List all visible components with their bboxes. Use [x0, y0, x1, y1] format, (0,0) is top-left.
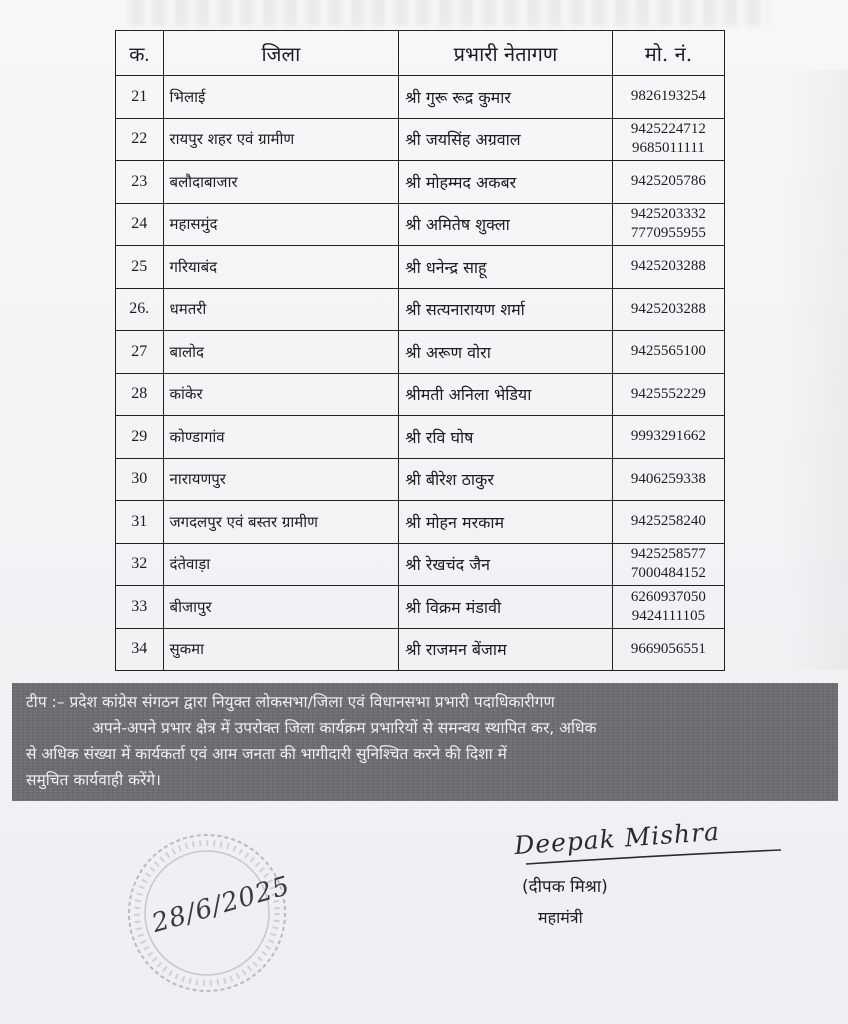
cell-serial-no: 26. [116, 288, 164, 331]
note-line: समुचित कार्यवाही करेंगे। [26, 771, 161, 789]
cell-district: बलौदाबाजार [163, 161, 399, 204]
mobile-number: 9425258240 [630, 513, 706, 530]
note-line: से अधिक संख्या में कार्यकर्ता एवं आम जनता की भागीदारी सुनिश्चित करने की दिशा में [26, 745, 507, 763]
table-row [116, 246, 725, 289]
cell-leader: श्री बीरेश ठाकुर [399, 458, 613, 501]
cell-mobile [612, 203, 724, 246]
table-row [116, 76, 725, 119]
cell-district: कांकेर [163, 373, 399, 416]
cell-mobile [612, 161, 724, 204]
mobile-number: 6260937050 [630, 588, 706, 605]
cell-leader: श्री धनेन्द्र साहू [399, 246, 613, 289]
mobile-number: 9425203288 [630, 258, 706, 275]
cell-leader: श्री गुरू रूद्र कुमार [399, 76, 613, 119]
mobile-number: 9424111105 [631, 607, 706, 624]
signatory-designation: महामंत्री [538, 908, 583, 927]
cell-mobile [612, 76, 724, 119]
cell-mobile [612, 628, 724, 671]
table-row [116, 161, 725, 204]
table-row [116, 203, 725, 246]
table-row [116, 288, 725, 331]
cell-serial-no: 31 [116, 501, 164, 544]
cell-district: धमतरी [163, 288, 399, 331]
cell-serial-no: 34 [116, 628, 164, 671]
in-charge-table [115, 30, 725, 671]
cell-district: रायपुर शहर एवं ग्रामीण [163, 118, 399, 161]
mobile-number: 9685011111 [632, 140, 705, 157]
cell-mobile [612, 373, 724, 416]
table-row [116, 543, 725, 586]
cell-district: सुकमा [163, 628, 399, 671]
cell-mobile [612, 331, 724, 374]
mobile-number: 9425203288 [630, 300, 706, 317]
cell-leader: श्री रवि घोष [399, 416, 613, 459]
header-leaders: प्रभारी नेतागण [399, 31, 613, 76]
cell-district: गरियाबंद [163, 246, 399, 289]
table-header-row [116, 31, 725, 76]
table-body [116, 76, 725, 671]
cell-leader: श्री सत्यनारायण शर्मा [399, 288, 613, 331]
cell-leader: श्री अरूण वोरा [399, 331, 613, 374]
cell-serial-no: 22 [116, 118, 164, 161]
cell-leader: श्री मोहम्मद अकबर [399, 161, 613, 204]
cell-district: नारायणपुर [163, 458, 399, 501]
mobile-number: 9993291662 [630, 428, 706, 445]
cell-serial-no: 23 [116, 161, 164, 204]
mobile-number: 9669056551 [630, 640, 706, 657]
cell-district: बालोद [163, 331, 399, 374]
stamp-date: 28/6/2025 [148, 870, 294, 940]
mobile-number: 7000484152 [630, 565, 706, 582]
page-shadow [780, 70, 848, 670]
cell-district: कोण्डागांव [163, 416, 399, 459]
mobile-number: 9425258577 [630, 546, 706, 563]
cell-mobile [612, 458, 724, 501]
mobile-number: 9425565100 [630, 343, 706, 360]
cell-serial-no: 30 [116, 458, 164, 501]
cell-mobile [612, 118, 724, 161]
cell-leader: श्री विक्रम मंडावी [399, 586, 613, 629]
mobile-number: 7770955955 [630, 225, 706, 242]
cell-district: महासमुंद [163, 203, 399, 246]
cell-leader: श्रीमती अनिला भेडिया [399, 373, 613, 416]
cell-serial-no: 25 [116, 246, 164, 289]
note-box [12, 683, 838, 801]
table-row [116, 118, 725, 161]
faded-header-residue [130, 0, 770, 26]
table-row [116, 458, 725, 501]
header-serial-no: क. [116, 31, 164, 76]
signatory-name: (दीपक मिश्रा) [522, 877, 608, 897]
note-line: अपने-अपने प्रभार क्षेत्र में उपरोक्त जिला कार्यक्रम प्रभारियों से समन्वय स्थापित कर, अधिक [92, 719, 597, 737]
note-line: टीप :– प्रदेश कांग्रेस संगठन द्वारा नियुक्त लोकसभा/जिला एवं विधानसभा प्रभारी पदाधिकारीगण [26, 693, 555, 711]
cell-district: जगदलपुर एवं बस्तर ग्रामीण [163, 501, 399, 544]
mobile-number: 9826193254 [630, 88, 706, 105]
cell-district: दंतेवाड़ा [163, 543, 399, 586]
cell-mobile [612, 246, 724, 289]
mobile-number: 9425552229 [630, 385, 706, 402]
header-district: जिला [163, 31, 399, 76]
cell-mobile [612, 288, 724, 331]
cell-leader: श्री रेखचंद जैन [399, 543, 613, 586]
header-mobile: मो. नं. [612, 31, 724, 76]
cell-leader: श्री अमितेष शुक्ला [399, 203, 613, 246]
cell-serial-no: 28 [116, 373, 164, 416]
table-row [116, 501, 725, 544]
mobile-number: 9425203332 [630, 206, 706, 223]
cell-mobile [612, 543, 724, 586]
mobile-number: 9425224712 [630, 121, 706, 138]
cell-serial-no: 21 [116, 76, 164, 119]
cell-serial-no: 29 [116, 416, 164, 459]
mobile-number: 9425205786 [630, 173, 706, 190]
mobile-number: 9406259338 [630, 470, 706, 487]
table-row [116, 331, 725, 374]
table-row [116, 416, 725, 459]
cell-leader: श्री जयसिंह अग्रवाल [399, 118, 613, 161]
cell-district: भिलाई [163, 76, 399, 119]
cell-leader: श्री राजमन बेंजाम [399, 628, 613, 671]
table-row [116, 373, 725, 416]
table-row [116, 586, 725, 629]
cell-serial-no: 33 [116, 586, 164, 629]
signature-block [488, 816, 788, 940]
cell-serial-no: 27 [116, 331, 164, 374]
cell-district: बीजापुर [163, 586, 399, 629]
cell-serial-no: 32 [116, 543, 164, 586]
cell-leader: श्री मोहन मरकाम [399, 501, 613, 544]
cell-mobile [612, 586, 724, 629]
cell-serial-no: 24 [116, 203, 164, 246]
table-row [116, 628, 725, 671]
cell-mobile [612, 416, 724, 459]
cell-mobile [612, 501, 724, 544]
handwritten-signature: Deepak Mishra [513, 816, 721, 861]
